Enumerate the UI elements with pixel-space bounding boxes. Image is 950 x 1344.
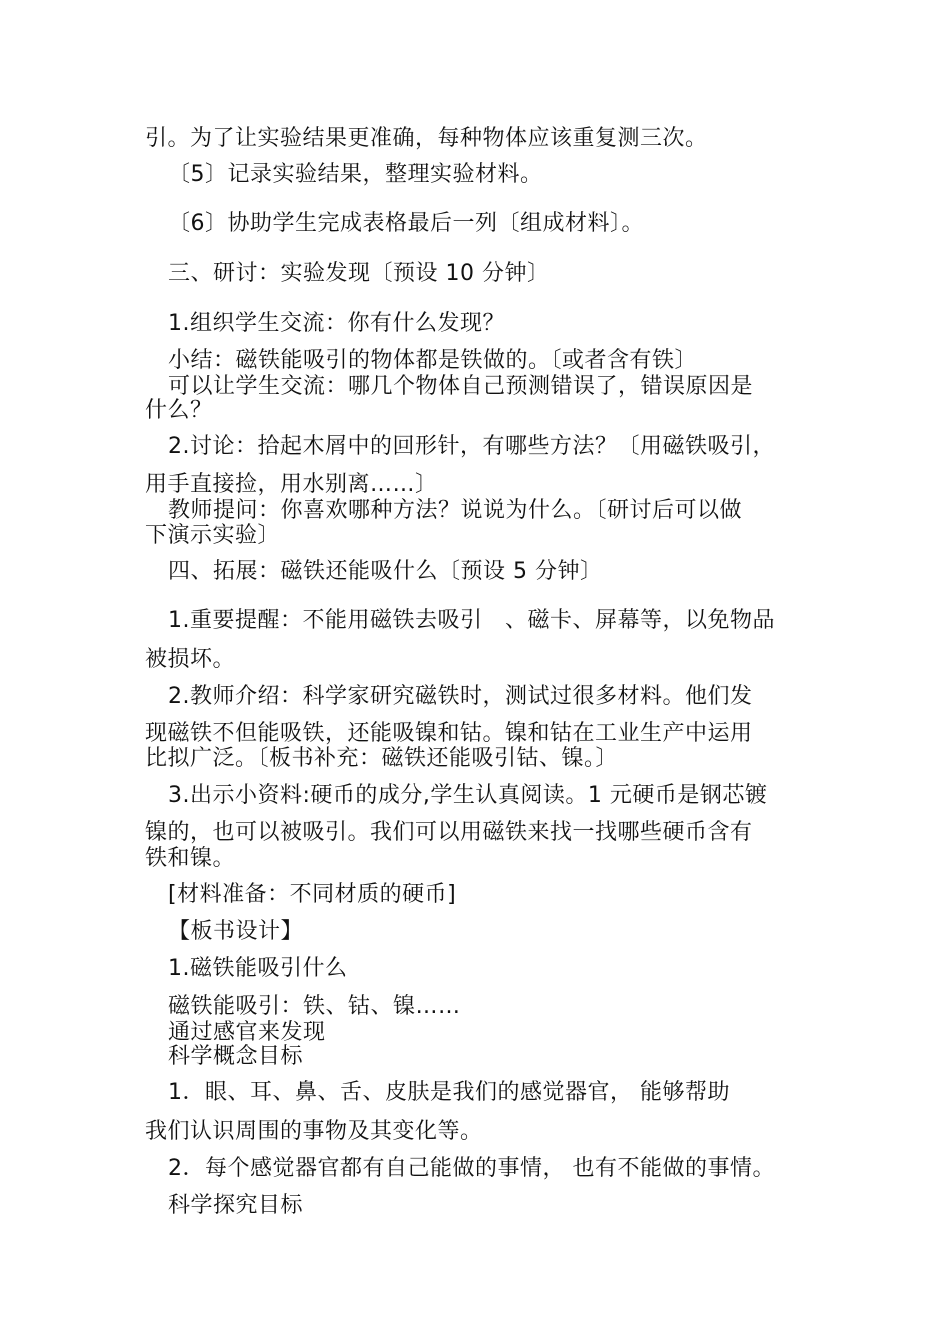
text-line: 被损坏。 [145, 647, 236, 672]
text-line: 2.讨论：拾起木屑中的回形针，有哪些方法？〔用磁铁吸引， [168, 434, 775, 459]
text-line: 我们认识周围的事物及其变化等。 [145, 1119, 483, 1144]
text-line: 1.磁铁能吸引什么 [168, 956, 348, 981]
text-line: 现磁铁不但能吸铁，还能吸镍和钴。镍和钴在工业生产中运用 [145, 721, 753, 746]
text-line: 可以让学生交流：哪几个物体自己预测错误了，错误原因是 [168, 374, 754, 399]
text-line: 小结：磁铁能吸引的物体都是铁做的。〔或者含有铁〕 [168, 348, 698, 373]
text-line: 引。为了让实验结果更准确，每种物体应该重复测三次。 [145, 126, 708, 151]
section-heading: 四、拓展：磁铁还能吸什么〔预设 5 分钟〕 [168, 559, 603, 584]
text-line: 铁和镍。 [145, 846, 236, 871]
text-line: 科学探究目标 [168, 1193, 304, 1218]
text-line: 什么？ [145, 398, 213, 423]
text-line: 〔5〕记录实验结果，整理实验材料。 [168, 162, 543, 187]
text-line: 2．每个感觉器官都有自己能做的事情， 也有不能做的事情。 [168, 1156, 775, 1181]
text-line: 镍的，也可以被吸引。我们可以用磁铁来找一找哪些硬币含有 [145, 820, 753, 845]
text-line: 1.组织学生交流：你有什么发现？ [168, 311, 505, 336]
text-line: 用手直接捡，用水别离……〕 [145, 472, 438, 497]
text-line: 1.重要提醒：不能用磁铁去吸引 、磁卡、屏幕等，以免物品 [168, 608, 775, 633]
text-line: 磁铁能吸引：铁、钴、镍…… [168, 994, 461, 1019]
text-line: 1．眼、耳、鼻、舌、皮肤是我们的感觉器官， 能够帮助 [168, 1080, 730, 1105]
text-line: [材料准备：不同材质的硬币] [168, 882, 457, 907]
text-line: 比拟广泛。〔板书补充：磁铁还能吸引钴、镍。〕 [145, 746, 619, 771]
text-line: 〔6〕协助学生完成表格最后一列〔组成材料〕。 [168, 211, 644, 236]
section-heading: 三、研讨：实验发现〔预设 10 分钟〕 [168, 261, 550, 286]
text-line: 下演示实验〕 [145, 523, 281, 548]
text-line: 科学概念目标 [168, 1044, 304, 1069]
text-line: 3.出示小资料:硬币的成分,学生认真阅读。1 元硬币是钢芯镀 [168, 783, 768, 808]
text-line: 2.教师介绍：科学家研究磁铁时，测试过很多材料。他们发 [168, 684, 753, 709]
text-line: 教师提问：你喜欢哪种方法？说说为什么。〔研讨后可以做 [168, 498, 743, 523]
text-line: 通过感官来发现 [168, 1020, 326, 1045]
section-heading: 【板书设计】 [168, 919, 304, 944]
